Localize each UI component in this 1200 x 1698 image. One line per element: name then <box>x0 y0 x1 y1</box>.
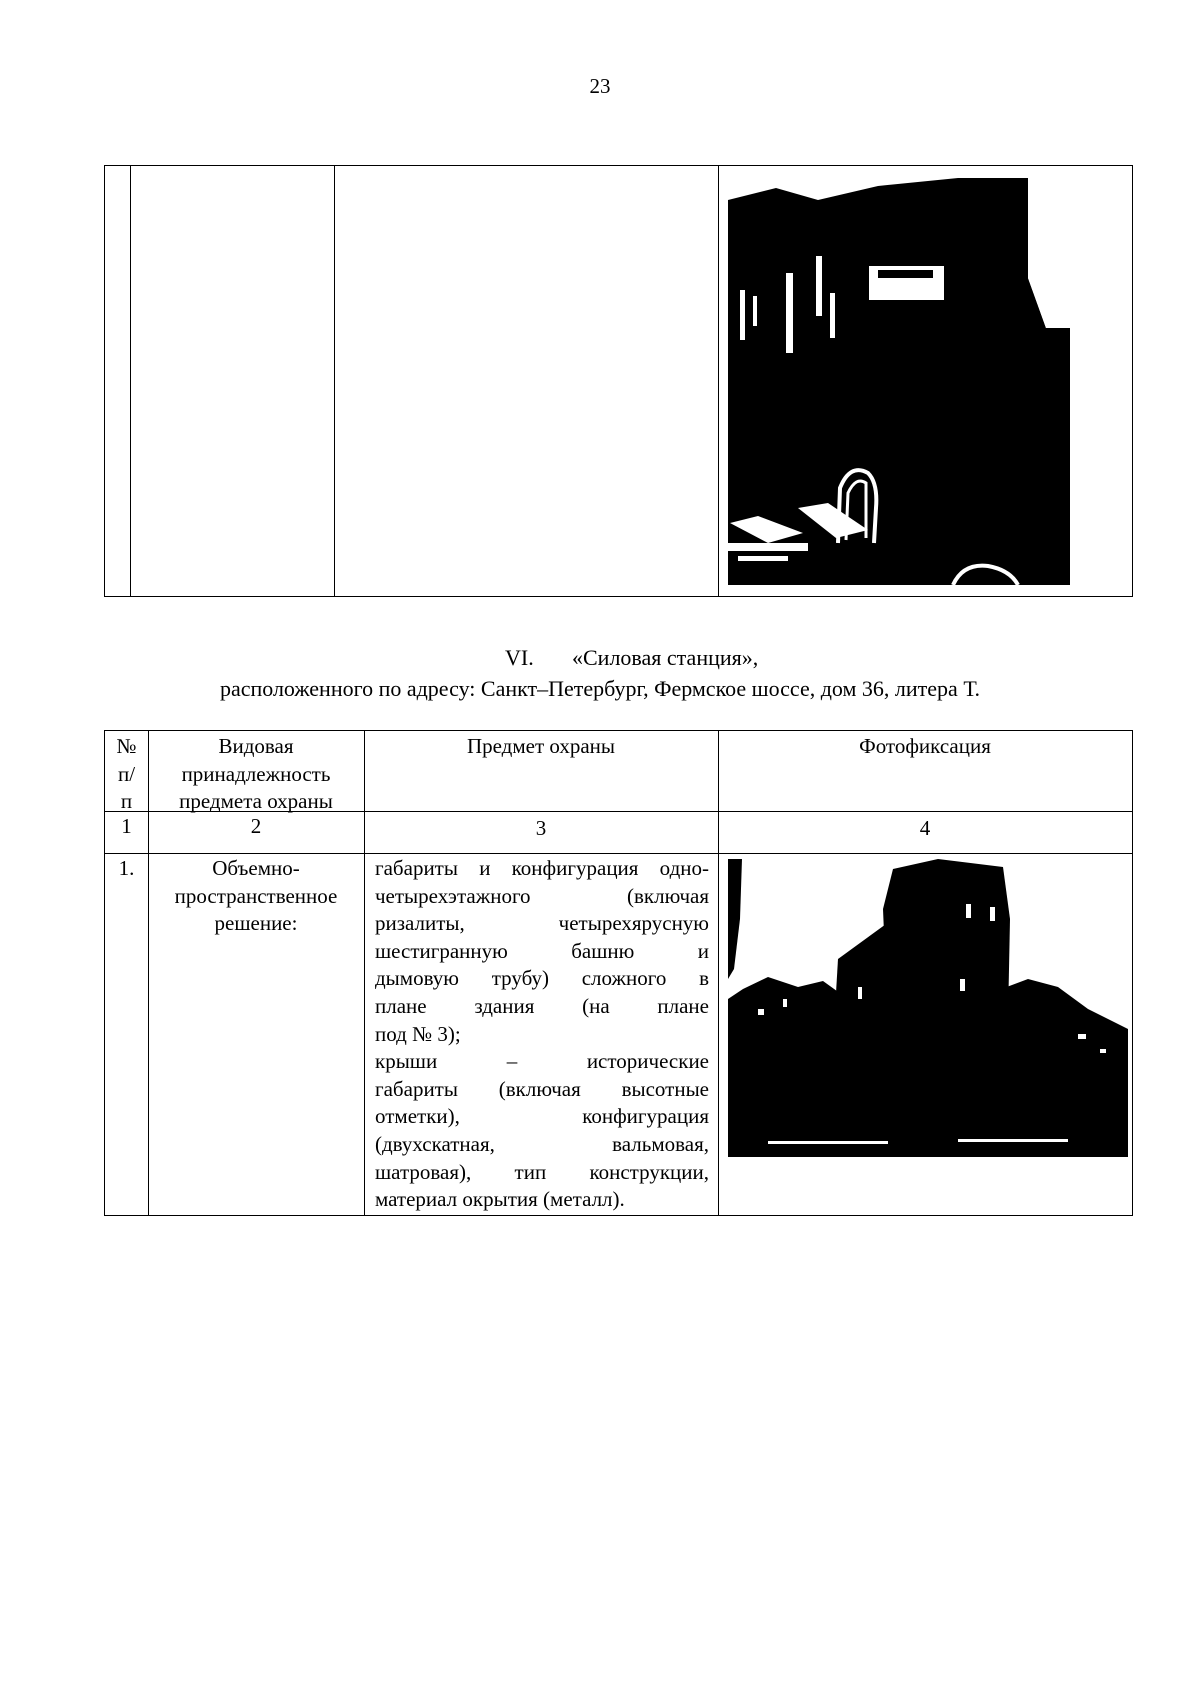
column-divider <box>718 166 719 596</box>
subject-line: шатровая), тип конструкции, <box>375 1159 709 1184</box>
column-number-4: 4 <box>919 816 931 840</box>
column-number-3: 3 <box>535 816 547 840</box>
column-divider <box>130 166 131 596</box>
section-address: расположенного по адресу: Санкт–Петербург, Фермское шоссе, дом 36, литера Т. <box>219 676 981 701</box>
subject-line: (двухскатная, вальмовая, <box>375 1131 709 1156</box>
header-photo: Фотофиксация <box>859 734 991 758</box>
subject-line: габариты и конфигурация одно- <box>375 856 709 880</box>
column-divider <box>364 731 365 1215</box>
subject-line: ризалиты, четырехярусную <box>375 911 709 936</box>
row-number: 1. <box>118 856 135 880</box>
column-number-1: 1 <box>121 814 132 838</box>
subject-line: габариты (включая высотные <box>375 1076 709 1101</box>
protection-subject-table <box>104 730 1133 1216</box>
subject-line: крыши – исторические <box>375 1049 709 1074</box>
building-photo <box>728 859 1128 1157</box>
section-title: «Силовая станция», <box>572 645 759 670</box>
header-subject: Предмет охраны <box>466 734 616 758</box>
subject-line: плане здания (на плане <box>375 993 709 1018</box>
section-number: VI. <box>505 645 534 670</box>
interior-photo <box>728 178 1070 585</box>
subject-line: под № 3); <box>375 1021 461 1046</box>
column-number-2: 2 <box>250 814 262 838</box>
subject-line: шестигранную башню и <box>375 938 709 963</box>
column-divider <box>718 731 719 1215</box>
subject-line: дымовую трубу) сложного в <box>375 966 709 991</box>
header-type: Видовая принадлежность предмета охраны <box>179 734 333 813</box>
page-number: 23 <box>589 74 611 98</box>
row-subject <box>375 855 709 1214</box>
row-type: Объемно- пространственное решение: <box>174 856 338 935</box>
header-number: № п/ п <box>116 734 137 813</box>
column-divider <box>334 166 335 596</box>
continuation-table <box>104 165 1133 597</box>
subject-line: четырехэтажного (включая <box>375 883 709 908</box>
subject-line: материал окрытия (металл). <box>375 1187 625 1212</box>
subject-line: отметки), конфигурация <box>375 1104 709 1129</box>
row-divider <box>105 853 1132 854</box>
